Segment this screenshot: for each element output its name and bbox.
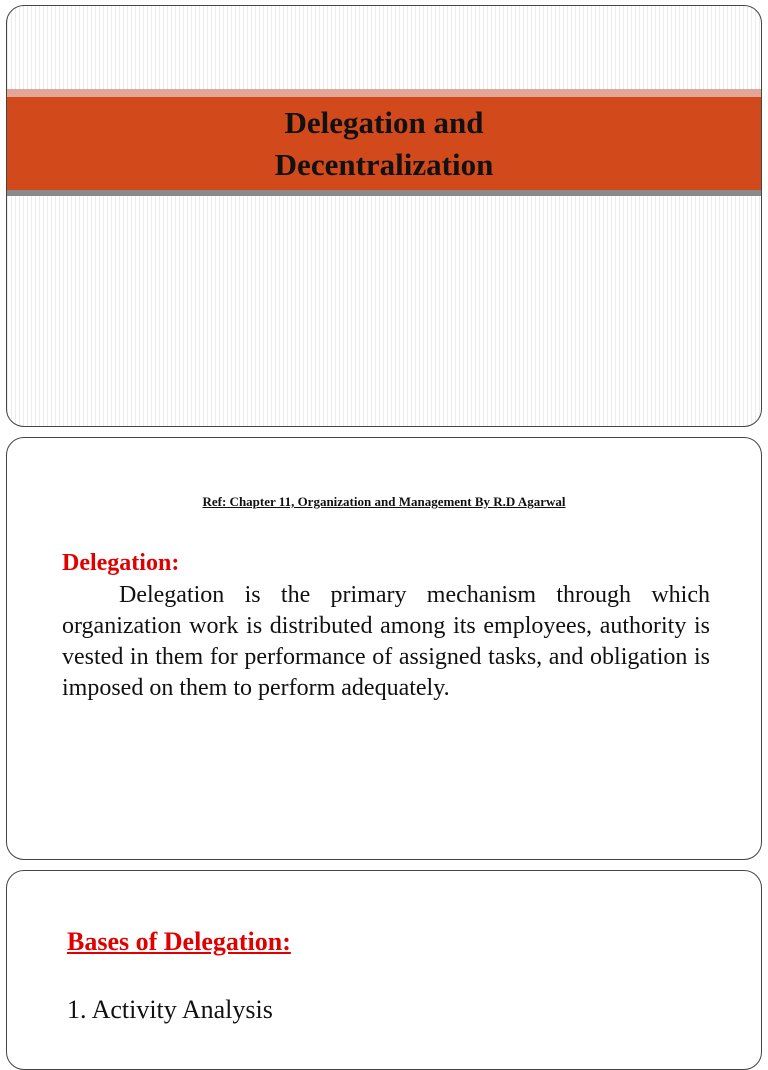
title-band <box>7 97 761 190</box>
delegation-heading: Delegation: <box>62 550 180 576</box>
delegation-paragraph: Delegation is the primary mechanism through which organization work is distributed among its employees, authority is vested in them for performance of assigned tasks, and obligation is imposed on them to perform adequately. <box>62 582 710 701</box>
title-band-accent <box>7 89 761 97</box>
bases-heading: Bases of Delegation: <box>67 927 291 956</box>
reference-line: Ref: Chapter 11, Organization and Management By R.D Agarwal <box>202 494 566 509</box>
bases-list <box>67 995 273 1025</box>
bases-slide <box>6 870 762 1070</box>
slide-title: Delegation and Decentralization <box>274 104 494 182</box>
title-band-shadow <box>7 190 761 196</box>
list-item: 1. Activity Analysis <box>67 995 273 1024</box>
delegation-slide <box>6 437 762 860</box>
title-slide <box>6 5 762 427</box>
